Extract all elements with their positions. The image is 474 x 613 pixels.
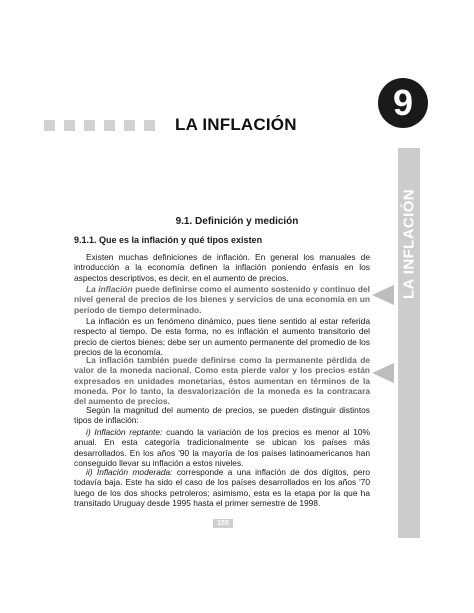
decorative-square — [84, 120, 95, 131]
paragraph-text: La inflación es un fenómeno dinámico, pues tiene sentido al estar referida respecto al tiempo. De esta forma, no es inflación el aumento transitorio del precio de ciertos bienes; debe ser un aumento permanente del promedio de los precios de la economía. — [74, 316, 370, 357]
highlight-arrow-icon — [372, 285, 394, 305]
highlight-text: La inflación también puede definirse como la permanente pérdida de valor de la moneda nacional. Como esta pierde valor y los precios están expresados en unidades monetarias, éstos aumentan en términos de la moneda. Por lo tanto, la desvalorización de la moneda es la contracara del aumento de precios. — [74, 355, 370, 407]
chapter-number-badge: 9 — [378, 78, 428, 128]
paragraph-moderate-inflation — [74, 467, 370, 508]
highlight-currency — [74, 355, 370, 406]
paragraph-text: cuando la variación de los precios es menor al 10% anual. En esta categoría tradicionalmente se ubican los países más desarrollados. En los años '90 la mayoría de los países latinoamericanos han conseguido llevar su inflación a estos niveles. — [74, 427, 370, 468]
decorative-square — [124, 120, 135, 131]
highlight-text: puede definirse como el aumento sostenido y continuo del nivel general de precios de los bienes y servicios de una economía en un período de tiempo determinado. — [74, 284, 370, 315]
page-number: 155 — [213, 519, 233, 528]
paragraph-text: Existen muchas definiciones de inflación. En general los manuales de introducción a la economía definen la inflación poniendo énfasis en los aspectos descriptivos, es decir, en el aumento de precios. — [74, 252, 370, 283]
paragraph-creeping-inflation — [74, 427, 370, 468]
decorative-squares — [44, 120, 164, 131]
subsection-heading: 9.1.1. Que es la inflación y qué tipos existen — [74, 235, 263, 245]
paragraph-text: corresponde a una inflación de dos dígitos, pero todavía baja. Este ha sido el caso de los países desarrollados en los años '70 luego de los dos shocks petroleros; asimismo, esta es la etapa por la que ha transitado Uruguay desde 1995 hasta el primer semestre de 1998. — [74, 467, 370, 508]
decorative-square — [64, 120, 75, 131]
chapter-title: LA INFLACIÓN — [175, 115, 297, 134]
chapter-side-label: LA INFLACIÓN — [400, 188, 418, 300]
paragraph-types — [74, 405, 370, 426]
highlight-arrow-icon — [372, 363, 394, 383]
decorative-square — [104, 120, 115, 131]
paragraph-intro — [74, 252, 370, 283]
paragraph-dynamic — [74, 316, 370, 357]
highlight-term: La inflación — [86, 284, 133, 294]
paragraph-text: Según la magnitud del aumento de precios, se pueden distinguir distintos tipos de inflación: — [74, 405, 370, 426]
section-heading: 9.1. Definición y medición — [175, 216, 299, 227]
term-label: i) Inflación reptante: — [86, 427, 163, 437]
term-label: ii) Inflación moderada: — [86, 467, 173, 477]
decorative-square — [144, 120, 155, 131]
highlight-definition — [74, 284, 370, 315]
decorative-square — [44, 120, 55, 131]
